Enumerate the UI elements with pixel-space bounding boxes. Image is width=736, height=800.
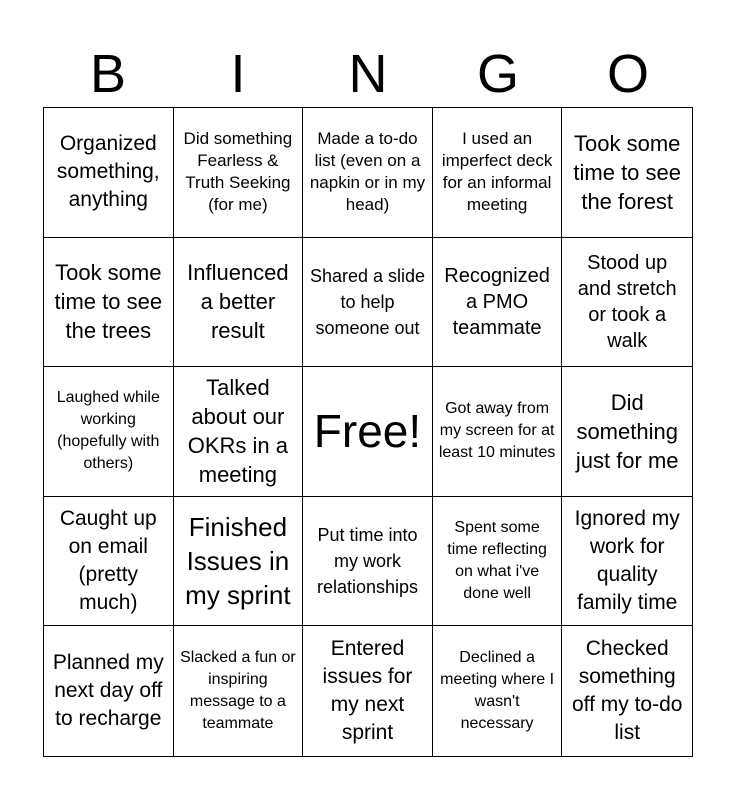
cell-text: Checked something off my to-do list: [571, 637, 683, 745]
bingo-cell-g1[interactable]: [433, 108, 563, 238]
cell-text: I used an imperfect deck for an informal meeting: [441, 129, 553, 215]
bingo-cell-n5[interactable]: [303, 626, 433, 756]
bingo-cell-o4[interactable]: [562, 497, 692, 627]
bingo-cell-b1[interactable]: [44, 108, 174, 238]
cell-text: Put time into my work relationships: [316, 525, 419, 598]
cell-text: Slacked a fun or inspiring message to a teammate: [180, 649, 296, 733]
cell-text: Got away from my screen for at least 10 minutes: [438, 400, 556, 462]
cell-text: Recognized a PMO teammate: [444, 264, 550, 339]
bingo-cell-i3[interactable]: [174, 367, 304, 497]
bingo-board: [43, 107, 693, 757]
cell-text: Took some time to see the trees: [54, 260, 163, 344]
cell-text: Did something Fearless & Truth Seeking (for me): [183, 129, 293, 215]
cell-text: Planned my next day off to recharge: [52, 651, 164, 731]
header-letter-n: N: [348, 44, 388, 104]
cell-text: Influenced a better result: [187, 260, 289, 344]
bingo-cell-o3[interactable]: [562, 367, 692, 497]
cell-text: Took some time to see the forest: [573, 130, 681, 214]
bingo-cell-o2[interactable]: [562, 238, 692, 368]
cell-text: Talked about our OKRs in a meeting: [187, 375, 289, 488]
cell-text: Spent some time reflecting on what i've done well: [447, 519, 547, 603]
bingo-cell-b5[interactable]: [44, 626, 174, 756]
cell-text: Declined a meeting where I wasn't necessary: [440, 649, 555, 733]
header-letter-i: I: [230, 44, 246, 104]
bingo-header: [43, 42, 693, 106]
cell-text: Finished Issues in my sprint: [185, 512, 291, 611]
bingo-cell-b3[interactable]: [44, 367, 174, 497]
bingo-cell-b4[interactable]: [44, 497, 174, 627]
header-letter-b: B: [89, 44, 127, 104]
bingo-cell-g2[interactable]: [433, 238, 563, 368]
bingo-cell-n2[interactable]: [303, 238, 433, 368]
cell-text: Stood up and stretch or took a walk: [577, 251, 677, 352]
cell-text: Caught up on email (pretty much): [59, 507, 157, 615]
cell-text: Ignored my work for quality family time: [574, 507, 680, 615]
bingo-cell-o5[interactable]: [562, 626, 692, 756]
cell-text: Organized something, anything: [56, 132, 160, 212]
header-letter-g: G: [476, 44, 519, 104]
cell-text: Entered issues for my next sprint: [322, 637, 413, 745]
free-space-text: Free!: [313, 405, 422, 458]
bingo-cell-free[interactable]: [303, 367, 433, 497]
cell-text: Made a to-do list (even on a napkin or in my head): [309, 129, 426, 215]
bingo-cell-g5[interactable]: [433, 626, 563, 756]
bingo-cell-b2[interactable]: [44, 238, 174, 368]
bingo-cell-i2[interactable]: [174, 238, 304, 368]
bingo-cell-i5[interactable]: [174, 626, 304, 756]
bingo-cell-g3[interactable]: [433, 367, 563, 497]
bingo-cell-g4[interactable]: [433, 497, 563, 627]
bingo-cell-i4[interactable]: [174, 497, 304, 627]
bingo-cell-n4[interactable]: [303, 497, 433, 627]
cell-text: Did something just for me: [575, 389, 679, 473]
bingo-cell-n1[interactable]: [303, 108, 433, 238]
bingo-cell-o1[interactable]: [562, 108, 692, 238]
cell-text: Shared a slide to help someone out: [309, 265, 426, 338]
cell-text: Laughed while working (hopefully with others): [56, 389, 160, 473]
bingo-cell-i1[interactable]: [174, 108, 304, 238]
header-letter-o: O: [606, 44, 649, 104]
